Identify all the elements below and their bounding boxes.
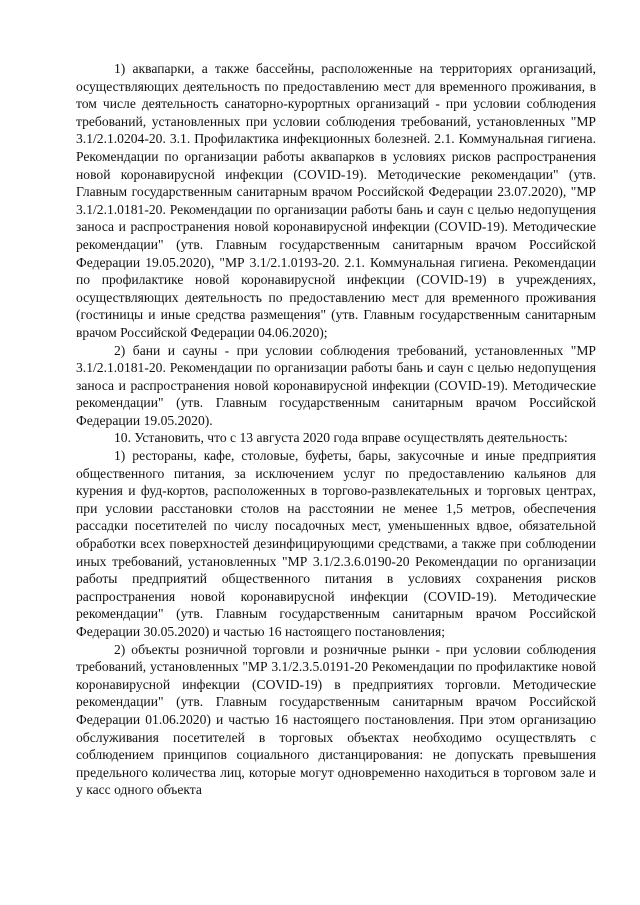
paragraph-retail: 2) объекты розничной торговли и розничные рынки - при условии соблюдения требований, установленных "МР 3.1/2.3.5.0191-20 Рекомендации по профилактике новой коронавирусной инфекции (COVID-19) в предприятиях торговли. Методические рекомендации" (утв. Главным государственным санитарным врачом Российской Федерации 01.06.2020) и частью 16 настоящего постановления. При этом организацию обслуживания посетителей в торговых объектах необходимо осуществлять с соблюдением принципов социального дистанцирования: не допускать превышения предельного количества лиц, которые могут одновременно находиться в торговом зале и у касс одного объекта (76, 641, 596, 798)
paragraph-baths-saunas: 2) бани и сауны - при условии соблюдения требований, установленных "МР 3.1/2.1.0181-20. Рекомендации по организации работы бань и саун с целью недопущения заноса и распространения новой коронавирусной инфекции (COVID-19). Методические рекомендации" (утв. Главным государственным санитарным врачом Российской Федерации 19.05.2020). (76, 342, 596, 428)
document-page (76, 60, 596, 799)
paragraph-restaurants: 1) рестораны, кафе, столовые, буфеты, бары, закусочные и иные предприятия общественного питания, за исключением услуг по предоставлению кальянов для курения и фуд-кортов, расположенных в торгово-развлекательных и торговых центрах, при условии расстановки столов на расстоянии не менее 1,5 метров, обеспечения рассадки посетителей по числу посадочных мест, уменьшенных вдвое, обязательной обработки всех поверхностей дезинфицирующими средствами, а также при соблюдении иных требований, установленных "МР 3.1/2.3.6.0190-20 Рекомендации по организации работы предприятий общественного питания в условиях сохранения рисков распространения новой коронавирусной инфекции (COVID-19). Методические рекомендации" (утв. Главным государственным санитарным врачом Российской Федерации 30.05.2020) и частью 16 настоящего постановления; (76, 448, 596, 639)
paragraph-aquaparks: 1) аквапарки, а также бассейны, расположенные на территориях организаций, осуществляющих деятельность по предоставлению мест для временного проживания, в том числе деятельность санаторно-курортных организаций - при условии соблюдения требований, установленных при условии соблюдения требований, установленных "МР 3.1/2.1.0204-20. 3.1. Профилактика инфекционных болезней. 2.1. Коммунальная гигиена. Рекомендации по организации работы аквапарков в условиях рисков распространения новой коронавирусной инфекции (COVID-19). Методические рекомендации" (утв. Главным государственным санитарным врачом Российской Федерации 23.07.2020), "МР 3.1/2.1.0181-20. Рекомендации по организации работы бань и саун с целью недопущения заноса и распространения новой коронавирусной инфекции (COVID-19). Методические рекомендации" (утв. Главным государственным санитарным врачом Российской Федерации 19.05.2020), "МР 3.1/2.1.0193-20. 2.1. Коммунальная гигиена. Рекомендации по профилактике новой коронавирусной инфекции (COVID-19) в учреждениях, осуществляющих деятельность по предоставлению мест для временного проживания (гостиницы и иные средства размещения" (утв. Главным государственным санитарным врачом Российской Федерации 04.06.2020); (76, 61, 596, 340)
paragraph-section-10: 10. Установить, что с 13 августа 2020 года вправе осуществлять деятельность: (114, 430, 568, 446)
